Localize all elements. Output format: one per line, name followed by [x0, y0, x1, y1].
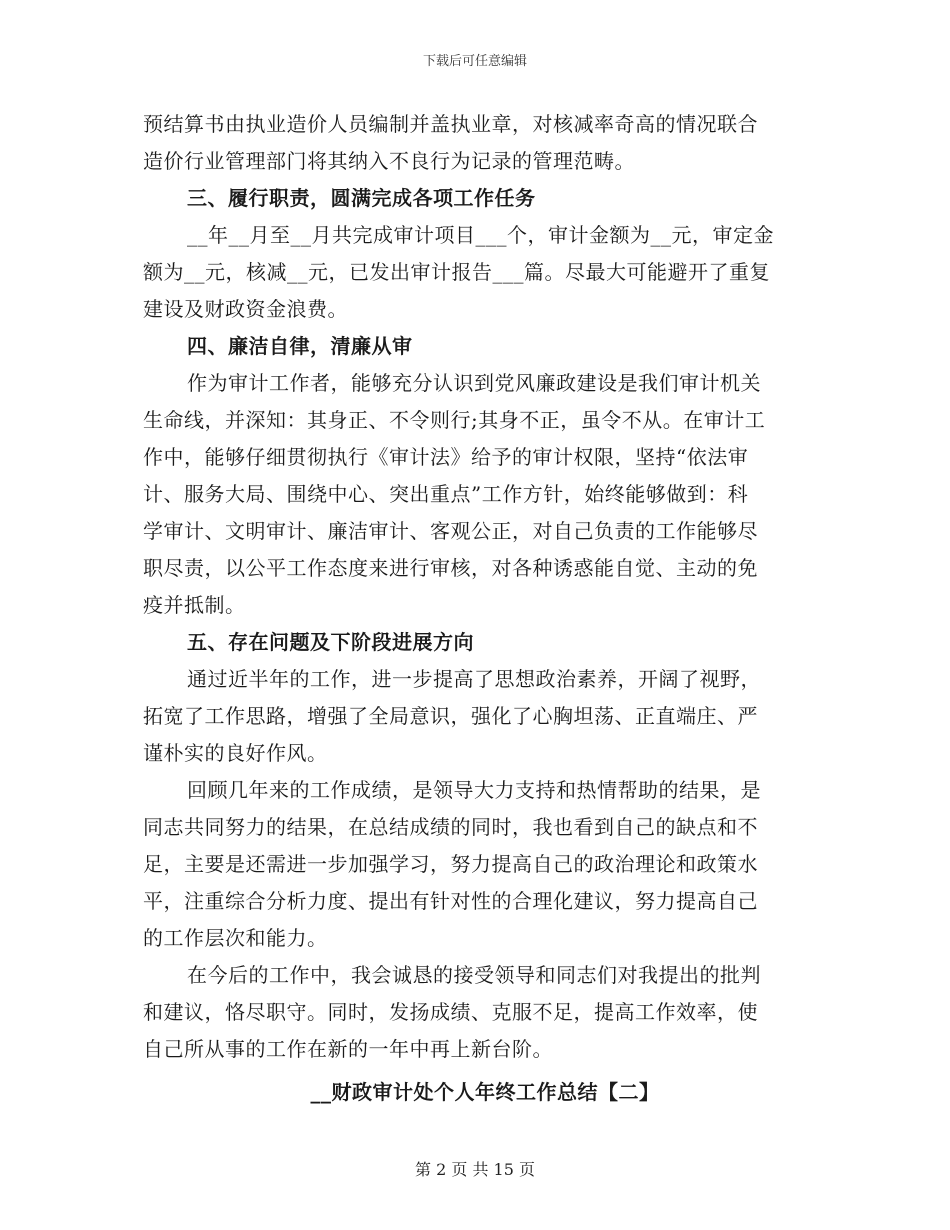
page-header-note: 下载后可任意编辑 — [422, 54, 527, 69]
section-heading-4: 四、廉洁自律，清廉从审 — [187, 334, 413, 358]
section-heading-3: 三、履行职责，圆满完成各项工作任务 — [187, 186, 536, 210]
body-line: 同志共同努力的结果，在总结成绩的同时，我也看到自己的缺点和不 — [143, 815, 758, 839]
body-line: 在今后的工作中，我会诚恳的接受领导和同志们对我提出的批判 — [187, 963, 761, 987]
body-line: 造价行业管理部门将其纳入不良行为记录的管理范畴。 — [143, 149, 635, 173]
body-line: 通过近半年的工作，进一步提高了思想政治素养，开阔了视野， — [187, 667, 761, 691]
body-line: 拓宽了工作思路，增强了全局意识，强化了心胸坦荡、正直端庄、严 — [143, 704, 758, 728]
body-line: 生命线，并深知：其身正、不令则行;其身不正，虽令不从。在审计工 — [143, 408, 766, 432]
page-number-footer: 第 2 页 共 15 页 — [415, 1160, 535, 1179]
document-body — [143, 106, 807, 1111]
body-line: 额为__元，核减__元，已发出审计报告___篇。尽最大可能避开了重复 — [143, 260, 770, 284]
body-line: 计、服务大局、围绕中心、突出重点”工作方针，始终能够做到：科 — [143, 482, 749, 506]
body-line: 自己所从事的工作在新的一年中再上新台阶。 — [143, 1037, 553, 1061]
document-section-title: __财政审计处个人年终工作总结【二】 — [310, 1080, 660, 1104]
body-line: 职尽责，以公平工作态度来进行审核，对各种诱惑能自觉、主动的免 — [143, 556, 758, 580]
body-line: 作中，能够仔细贯彻执行《审计法》给予的审计权限，坚持“依法审 — [143, 445, 749, 469]
body-line: 回顾几年来的工作成绩，是领导大力支持和热情帮助的结果，是 — [187, 778, 761, 802]
body-line: 的工作层次和能力。 — [143, 926, 328, 950]
body-line: 学审计、文明审计、廉洁审计、客观公正，对自己负责的工作能够尽 — [143, 519, 758, 543]
body-line: 谨朴实的良好作风。 — [143, 741, 328, 765]
body-line: 建设及财政资金浪费。 — [143, 297, 348, 321]
body-line: 疫并抵制。 — [143, 593, 246, 617]
body-line: 平，注重综合分析力度、提出有针对性的合理化建议，努力提高自己 — [143, 889, 758, 913]
body-line: __年__月至__月共完成审计项目___个，审计金额为__元，审定金 — [187, 223, 774, 247]
body-line: 预结算书由执业造价人员编制并盖执业章，对核减率奇高的情况联合 — [143, 112, 758, 136]
body-line: 和建议，恪尽职守。同时，发扬成绩、克服不足，提高工作效率，使 — [143, 1000, 758, 1024]
section-heading-5: 五、存在问题及下阶段进展方向 — [187, 630, 474, 654]
body-line: 足，主要是还需进一步加强学习，努力提高自己的政治理论和政策水 — [143, 852, 758, 876]
body-line: 作为审计工作者，能够充分认识到党风廉政建设是我们审计机关 — [187, 371, 761, 395]
